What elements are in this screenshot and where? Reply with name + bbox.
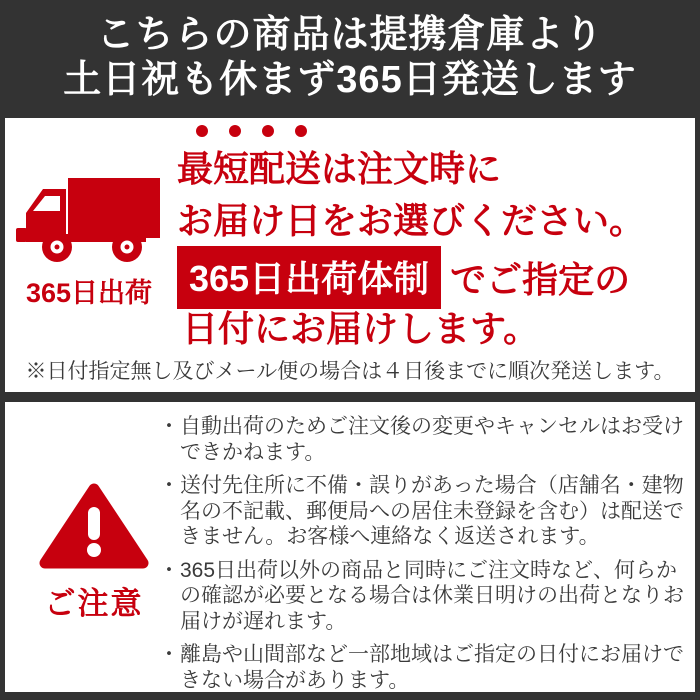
caution-item: [158, 558, 690, 635]
bullet-marker: ・: [158, 415, 180, 438]
caution-block: [31, 482, 157, 623]
emphasis-dots-icon: [196, 125, 307, 137]
shipping-note: ※日付指定無し及びメール便の場合は４日後までに順次発送します。: [25, 360, 675, 383]
highlight-line2: 日付にお届けします。: [182, 308, 540, 349]
header-banner: [0, 0, 700, 118]
emphasis-dot: [229, 125, 241, 137]
highlight-badge: 365日出荷体制: [177, 246, 441, 309]
caution-item: [158, 473, 690, 550]
caution-item: [158, 642, 690, 693]
highlight-row: [177, 246, 630, 309]
shipping-headline-line1: 最短配送は注文時に: [177, 148, 502, 189]
caution-item: [158, 414, 690, 465]
caution-panel: [5, 402, 695, 692]
bullet-marker: ・: [158, 474, 180, 497]
caution-list: [158, 414, 690, 693]
caution-item-text: 自動出荷のためご注文後の変更やキャンセルはお受けできかねます。: [180, 415, 684, 464]
caution-item-text: 365日出荷以外の商品と同時にご注文時など、何らかの確認が必要となる場合は休業日明けの出荷となりお届けが遅れます。: [180, 558, 684, 633]
emphasis-dot: [196, 125, 208, 137]
header-line1: こちらの商品は提携倉庫より: [96, 14, 604, 56]
shipping-headline-line2: お届け日をお選びください。: [177, 200, 646, 241]
bullet-marker: ・: [158, 643, 180, 666]
caution-item-text: 送付先住所に不備・誤りがあった場合（店舗名・建物名の不記載、郵便局への居住未登録を含む）は配送できません。お客様へ連絡なく返送されます。: [180, 474, 684, 548]
warning-triangle-icon: [37, 482, 151, 570]
emphasis-dot: [262, 125, 274, 137]
truck-label: 365日出荷: [25, 278, 153, 308]
bullet-marker: ・: [158, 558, 180, 582]
caution-item-text: 離島や山間部など一部地域はご指定の日付にお届けできない場合があります。: [180, 643, 684, 692]
header-line2: 土日祝も休まず365日発送します: [63, 59, 637, 101]
shipping-panel: [5, 118, 695, 392]
delivery-truck-icon: [16, 176, 162, 266]
highlight-suffix: でご指定の: [450, 259, 631, 300]
truck-block: [13, 176, 165, 310]
caution-label: ご注意: [44, 586, 144, 621]
emphasis-dot: [295, 125, 307, 137]
